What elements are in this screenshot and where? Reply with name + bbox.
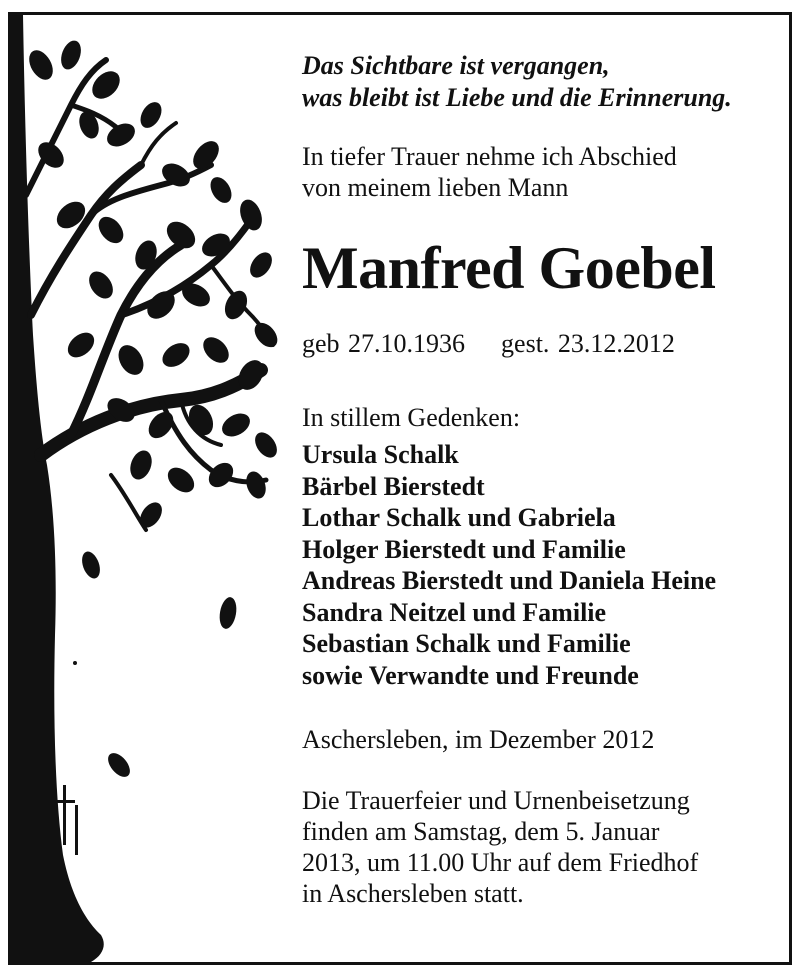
mourner-item: Sandra Neitzel und Familie xyxy=(302,597,607,627)
intro-line: In tiefer Trauer nehme ich Abschied xyxy=(302,142,677,171)
intro-text xyxy=(302,141,782,203)
mourner-item: Andreas Bierstedt und Daniela Heine xyxy=(302,566,717,595)
mourner-list xyxy=(302,439,782,691)
motto-quote xyxy=(302,50,782,114)
tree-silhouette-icon xyxy=(11,15,281,962)
life-dates xyxy=(302,329,782,359)
mourner-item: Sebastian Schalk und Familie xyxy=(302,629,631,658)
service-info xyxy=(302,785,782,909)
mourner-item: sowie Verwandte und Freunde xyxy=(302,660,639,690)
motto-line: Das Sichtbare ist vergangen, xyxy=(302,51,610,80)
death-date: gest. 23.12.2012 xyxy=(501,329,675,358)
birth-date: geb 27.10.1936 xyxy=(302,329,466,358)
service-line: in Aschersleben statt. xyxy=(302,879,524,908)
service-line: 2013, um 11.00 Uhr auf dem Friedhof xyxy=(302,848,699,877)
memory-heading: In stillem Gedenken: xyxy=(302,403,521,432)
place-date: Aschersleben, im Dezember 2012 xyxy=(302,725,655,754)
mourner-item: Lothar Schalk und Gabriela xyxy=(302,503,616,532)
mourner-item: Ursula Schalk xyxy=(302,440,459,469)
mourner-item: Holger Bierstedt und Familie xyxy=(302,534,626,564)
intro-line: von meinem lieben Mann xyxy=(302,173,569,202)
mourner-item: Bärbel Bierstedt xyxy=(302,471,485,501)
obituary-text xyxy=(302,50,782,909)
motto-line: was bleibt ist Liebe und die Erinnerung. xyxy=(302,83,732,112)
service-line: finden am Samstag, dem 5. Januar xyxy=(302,817,660,846)
service-line: Die Trauerfeier und Urnenbeisetzung xyxy=(302,786,690,815)
deceased-name: Manfred Goebel xyxy=(302,235,716,301)
